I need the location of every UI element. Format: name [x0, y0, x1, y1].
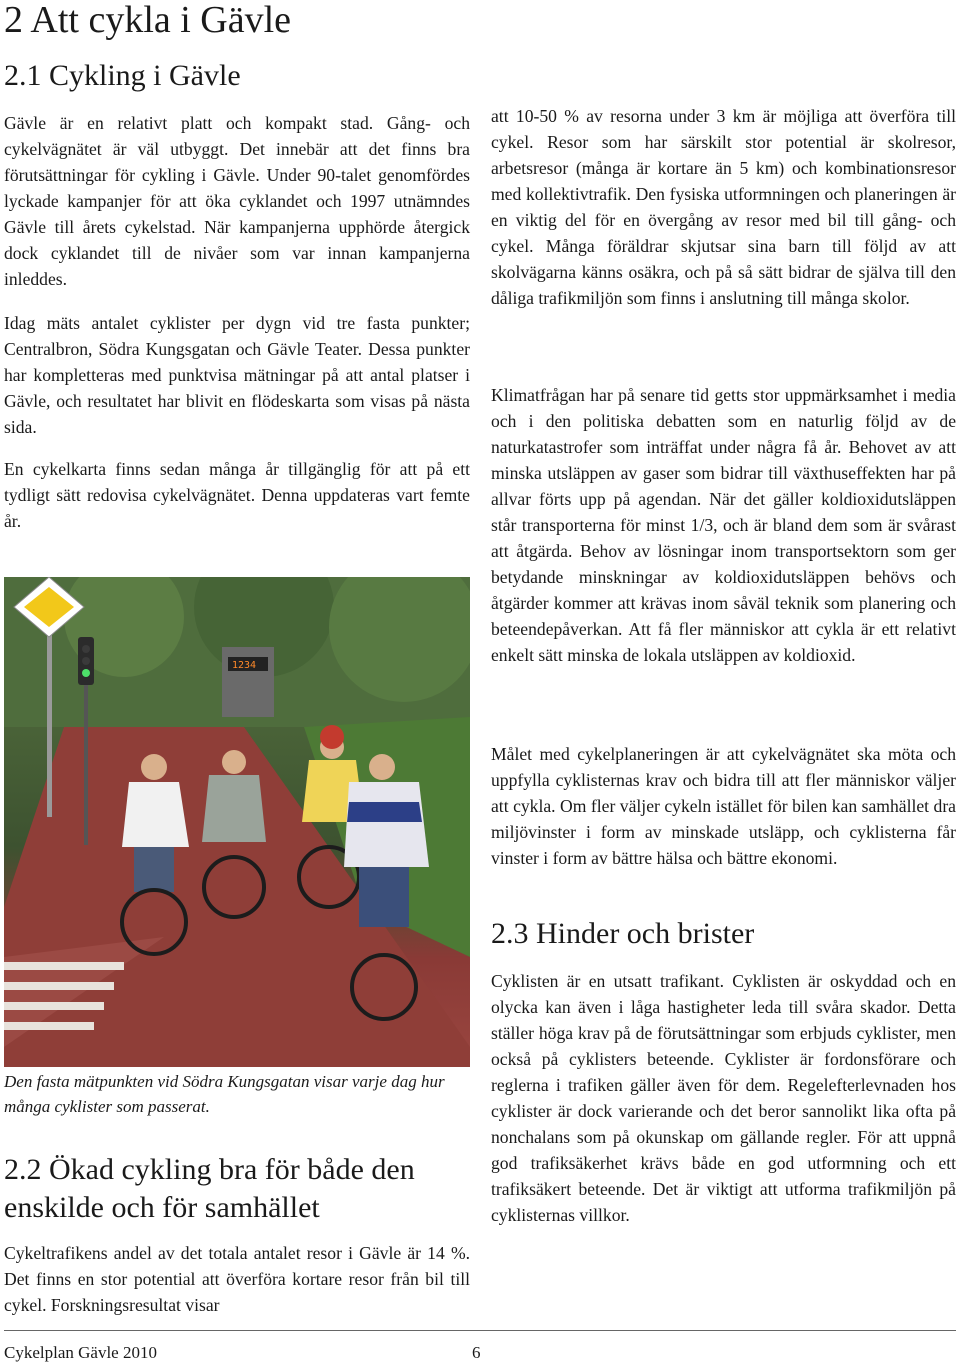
- svg-text:1234: 1234: [232, 660, 257, 671]
- section-2-2-paragraph-right-1: att 10-50 % av resorna under 3 km är möjliga att överföra till cykel. Resor som har särskilt stor potential är skolresor, arbetsresor (många är kortare än 5 km) och kombinationsresor med kollektivtrafik. Den fysiska utformningen och planeringen är en viktig del för en övergång av resor med bil till gång- och cykel. Många föräldrar skjutsar sina barn till följd av att skolvägarna känns osäkra, och på så sätt bidrar de själva till den dåliga trafikmiljön som finns i anslutning till många skolor.: [491, 106, 956, 308]
- footer-divider: [4, 1330, 956, 1331]
- page-heading: 2 Att cykla i Gävle: [4, 0, 292, 41]
- section-2-3-paragraph: Cyklisten är en utsatt trafikant. Cyklisten är oskyddad och en olycka kan även i låga hastigheter leda till svåra skador. Detta ställer höga krav på de förutsättningar som erbjuds cyklister, men också på cyklisters beteende. Cyklister är fordonsförare och reglerna i trafiken gäller även för dem. Regelefterlevnaden hos cyklister är dock varierande och det beror sannolikt lika ofta på nonchalans som på okunskap om gällande regler. För att uppnå god trafiksäkerhet krävs både en god utformning och ett trafiksäkert beteende. Det är viktigt att utforma trafikmiljön på cyklisternas villkor.: [491, 971, 956, 1225]
- section-2-3-title: 2.3 Hinder och brister: [491, 917, 755, 950]
- section-2-1-title: 2.1 Cykling i Gävle: [4, 59, 241, 92]
- cyclists-photo: [4, 577, 470, 1067]
- section-2-2-paragraph-right-2: Klimatfrågan har på senare tid getts stor uppmärksamhet i media och i den politiska debatten som en naturlig följd av de naturkatastrofer som inträffat under några få år. Behovet av att minska utsläppen av gaser som bidrar till växthuseffekten har på allvar förts upp på agendan. När det gäller koldioxidutsläppen står transporterna för minst 1/3, och är bland dem som är svårast att åtgärda. Behov av lösningar inom transportsektorn som ger betydande minskningar av koldioxidutsläppen behövs och åtgärder kommer att krävas inom såväl teknik som planering och beteendepåverkan. Att få fler människor att cykla är ett relativt enkelt sätt minska de lokala utsläppen av koldioxid.: [491, 385, 956, 665]
- section-2-2-paragraph-left: Cykeltrafikens andel av det totala antalet resor i Gävle är 14 %. Det finns en stor potential att överföra kortare resor från bil till cykel. Forskningsresultat visar: [4, 1243, 470, 1315]
- section-2-2-paragraph-right-3: Målet med cykelplaneringen är att cykelvägnätet ska möta och uppfylla cyklisternas krav och bidra till att fler människor väljer att cykla. Om fler väljer cykeln istället för bilen kan samhället dra miljövinster i form av minskade utsläpp, och cyklisterna får vinster i form av bättre hälsa och bättre ekonomi.: [491, 744, 956, 868]
- section-2-2-title: 2.2 Ökad cykling bra för både den enskilde och för samhället: [4, 1153, 415, 1224]
- footer-title: Cykelplan Gävle 2010: [4, 1343, 157, 1362]
- photo-caption: Den fasta mätpunkten vid Södra Kungsgatan visar varje dag hur många cyklister som passerat.: [4, 1072, 445, 1116]
- section-2-1-paragraph-1: Gävle är en relativt platt och kompakt stad. Gång- och cykelvägnätet är väl utbyggt. Det innebär att det finns bra förutsättningar för cykling i Gävle. Under 90-talet genomfördes lyckade kampanjer för att öka cyklandet och 1997 utnämndes Gävle till årets cykelstad. När kampanjerna upphörde återgick dock cyklandet till de nivåer som var innan kampanjerna inleddes.: [4, 113, 470, 289]
- section-2-1-paragraph-3: En cykelkarta finns sedan många år tillgänglig för att på ett tydligt sätt redovisa cykelvägnätet. Denna uppdateras vart femte år.: [4, 459, 470, 531]
- section-2-1-paragraph-2: Idag mäts antalet cyklister per dygn vid tre fasta punkter; Centralbron, Södra Kungsgatan och Gävle Teater. Dessa punkter har kompletteras med punktvisa mätningar på att antal platser i Gävle, och resultatet har blivit en flödeskarta som visas på nästa sida.: [4, 313, 470, 437]
- page-number: 6: [472, 1343, 481, 1362]
